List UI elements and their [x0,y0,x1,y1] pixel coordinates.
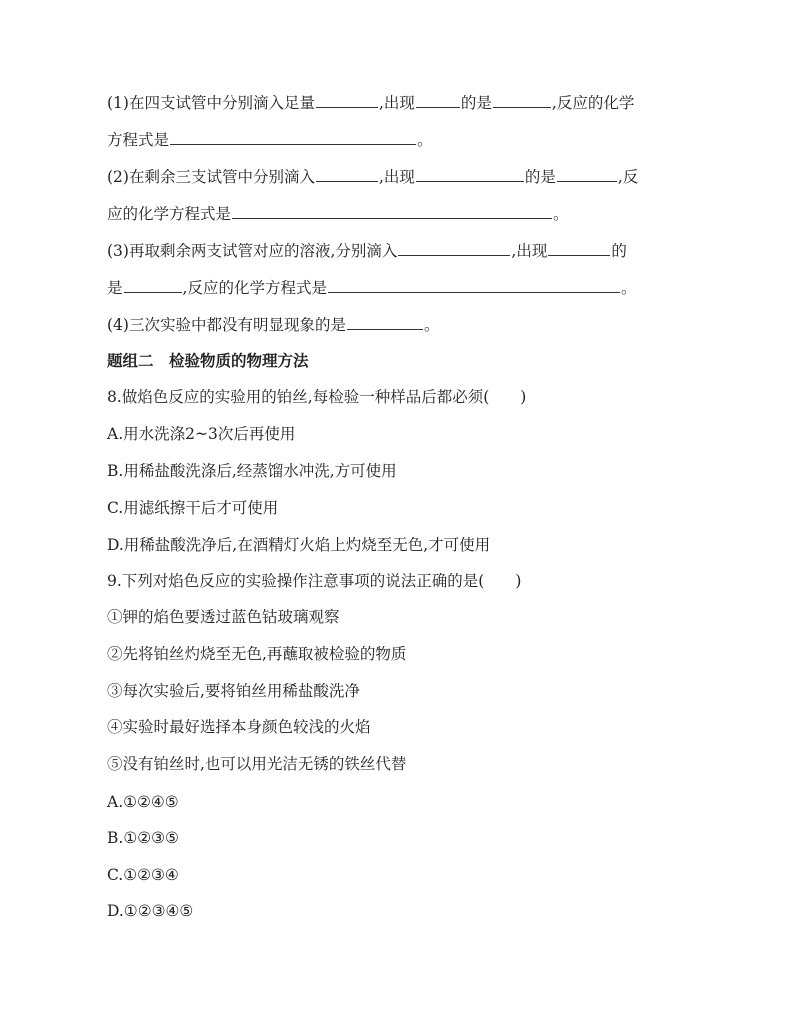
q1-line-2 [107,129,433,151]
q2-line-1 [107,166,638,188]
q9-stem: 9.下列对焰色反应的实验操作注意事项的说法正确的是( ) [107,572,522,590]
q2-text-c: 的是 [524,168,556,186]
q3-blank-phenomenon[interactable] [548,240,610,256]
q2-blank-substance[interactable] [557,166,617,182]
q9-option-b[interactable]: B.①②③⑤ [107,829,179,847]
q9-option-c[interactable]: C.①②③④ [107,866,179,884]
q2-text-f: 。 [553,205,569,223]
q1-blank-substance[interactable] [493,92,551,108]
q3-blank-reagent[interactable] [398,240,510,256]
q2-line-2 [107,203,569,225]
q8-option-d[interactable]: D.用稀盐酸洗净后,在酒精灯火焰上灼烧至无色,才可使用 [107,536,491,554]
q3-text-f: 。 [620,279,637,297]
q4-blank-answer[interactable] [347,314,423,330]
q1-text-a: (1)在四支试管中分别滴入足量 [107,94,315,112]
q3-text-b: ,出现 [511,242,548,260]
q1-text-f: 。 [417,131,433,149]
q2-text-a: (2)在剩余三支试管中分别滴入 [107,168,315,186]
q8-stem: 8.做焰色反应的实验用的铂丝,每检验一种样品后都必须( ) [107,388,527,406]
q4-text-b: 。 [423,316,440,334]
q1-blank-equation[interactable] [170,129,416,145]
q9-statement-3: ③每次实验后,要将铂丝用稀盐酸洗净 [107,682,360,700]
q9-statement-1: ①钾的焰色要透过蓝色钴玻璃观察 [107,608,340,626]
q9-statement-4: ④实验时最好选择本身颜色较浅的火焰 [107,718,371,736]
q9-statement-5: ⑤没有铂丝时,也可以用光洁无锈的铁丝代替 [107,755,407,773]
q3-line-2 [107,277,636,299]
q1-blank-phenomenon[interactable] [416,92,460,108]
q3-text-c: 的 [611,242,627,260]
q2-blank-phenomenon[interactable] [416,166,524,182]
q1-text-e: 方程式是 [107,131,170,149]
q1-text-d: ,反应的化学 [551,94,635,112]
q4-line-1 [107,314,439,336]
q8-option-a[interactable]: A.用水洗涤2~3次后再使用 [107,425,296,443]
q2-text-b: ,出现 [378,168,415,186]
q2-text-d: ,反 [617,168,639,186]
q9-option-a[interactable]: A.①②④⑤ [107,793,179,811]
q9-statement-2: ②先将铂丝灼烧至无色,再蘸取被检验的物质 [107,645,407,663]
q1-line-1 [107,92,634,114]
q1-text-c: 的是 [460,94,492,112]
section-heading: 题组二 检验物质的物理方法 [107,351,309,370]
q2-text-e: 应的化学方程式是 [107,205,232,223]
q2-blank-equation[interactable] [232,203,552,219]
q3-text-a: (3)再取剩余两支试管对应的溶液,分别滴入 [107,242,398,260]
q1-text-b: ,出现 [378,94,415,112]
q2-blank-reagent[interactable] [316,166,378,182]
q3-blank-substance[interactable] [124,277,182,293]
q1-blank-reagent[interactable] [316,92,378,108]
q3-blank-equation[interactable] [328,277,620,293]
q4-text-a: (4)三次实验中都没有明显现象的是 [107,316,346,334]
q3-text-e: ,反应的化学方程式是 [182,279,327,297]
q3-text-d: 是 [107,279,123,297]
q3-line-1 [107,240,627,262]
q9-option-d[interactable]: D.①②③④⑤ [107,902,194,920]
q8-option-b[interactable]: B.用稀盐酸洗涤后,经蒸馏水冲洗,方可使用 [107,462,397,480]
q8-option-c[interactable]: C.用滤纸擦干后才可使用 [107,499,279,517]
